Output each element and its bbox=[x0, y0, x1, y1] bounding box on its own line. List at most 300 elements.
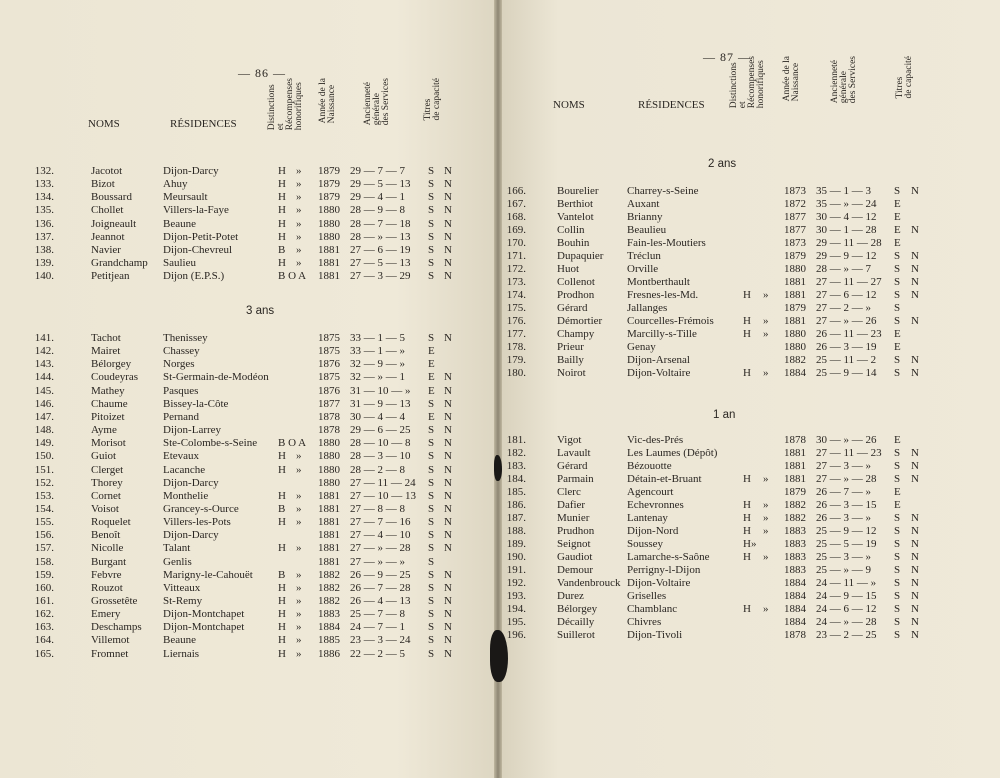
distinction-mark: » bbox=[763, 315, 769, 327]
teacher-name: Thorey bbox=[91, 476, 123, 489]
title-capacity-2: N bbox=[911, 538, 919, 550]
residence: Dijon-Voltaire bbox=[627, 367, 691, 379]
distinction: H bbox=[278, 463, 286, 476]
distinction: H» bbox=[743, 538, 757, 550]
row-number: 151. bbox=[34, 463, 54, 476]
teacher-name: Demour bbox=[557, 564, 594, 576]
row-number: 170. bbox=[506, 237, 526, 249]
teacher-name: Nicolle bbox=[91, 542, 124, 555]
title-capacity-2: N bbox=[444, 384, 452, 397]
row-number: 134. bbox=[34, 191, 54, 204]
birth-year: 1876 bbox=[318, 358, 340, 371]
teacher-name: Munier bbox=[557, 512, 590, 524]
title-capacity-1: S bbox=[428, 516, 435, 529]
table-row bbox=[0, 178, 496, 191]
row-number: 166. bbox=[506, 185, 526, 197]
distinction: H bbox=[278, 191, 286, 204]
birth-year: 1881 bbox=[318, 243, 340, 256]
service-seniority: 26 — 4 — 13 bbox=[350, 595, 411, 607]
title-capacity-1: S bbox=[428, 542, 435, 555]
table-row bbox=[498, 499, 1000, 512]
residence: Lamarche-s-Saône bbox=[627, 551, 710, 563]
table-row bbox=[0, 424, 496, 437]
birth-year: 1880 bbox=[318, 450, 340, 463]
birth-year: 1879 bbox=[784, 250, 806, 262]
teacher-name: Pitoizet bbox=[91, 410, 125, 423]
right-page bbox=[498, 0, 1000, 778]
residence: Chivres bbox=[627, 616, 662, 628]
row-number: 187. bbox=[506, 512, 526, 524]
table-row bbox=[498, 341, 1000, 354]
service-seniority: 27 — 8 — 8 bbox=[350, 502, 405, 515]
teacher-name: Dafier bbox=[557, 499, 586, 511]
title-capacity-2: N bbox=[911, 367, 919, 379]
teacher-name: Bélorgey bbox=[557, 603, 598, 615]
row-number: 141. bbox=[34, 332, 54, 344]
table-row bbox=[498, 367, 1000, 380]
birth-year: 1881 bbox=[318, 257, 340, 270]
row-number: 152. bbox=[34, 476, 54, 489]
residence: Dijon-Larrey bbox=[163, 424, 222, 437]
birth-year: 1881 bbox=[784, 276, 806, 288]
title-capacity-2: N bbox=[444, 621, 452, 634]
distinction: H bbox=[278, 204, 286, 217]
distinction-mark: » bbox=[296, 621, 302, 634]
residence: Vic-des-Prés bbox=[627, 434, 684, 446]
row-number: 196. bbox=[506, 629, 526, 641]
residence: Thenissey bbox=[163, 332, 208, 344]
table-row bbox=[498, 564, 1000, 577]
row-number: 143. bbox=[34, 358, 54, 371]
title-capacity-1: S bbox=[428, 581, 435, 594]
title-capacity-1: E bbox=[428, 384, 435, 397]
title-capacity-1: S bbox=[428, 568, 435, 581]
distinction: H bbox=[278, 621, 286, 634]
residence: Charrey-s-Seine bbox=[627, 185, 699, 197]
table-row bbox=[498, 198, 1000, 211]
title-capacity-2: N bbox=[444, 516, 452, 529]
birth-year: 1881 bbox=[318, 489, 340, 502]
table-row bbox=[498, 224, 1000, 237]
title-capacity-1: S bbox=[894, 603, 901, 615]
distinction: H bbox=[278, 165, 286, 177]
title-capacity-2: N bbox=[911, 289, 919, 301]
table-row bbox=[498, 551, 1000, 564]
teacher-name: Boussard bbox=[91, 191, 132, 204]
service-seniority: 28 — 7 — 18 bbox=[350, 217, 411, 230]
birth-year: 1879 bbox=[318, 165, 340, 177]
table-row bbox=[498, 276, 1000, 289]
title-capacity-2: N bbox=[444, 568, 452, 581]
service-seniority: 26 — 11 — 23 bbox=[816, 328, 882, 340]
teacher-name: Dupaquier bbox=[557, 250, 604, 262]
teacher-name: Benoît bbox=[91, 529, 121, 542]
birth-year: 1879 bbox=[318, 191, 340, 204]
distinction: H bbox=[278, 542, 286, 555]
title-capacity-1: S bbox=[428, 243, 435, 256]
title-capacity-1: S bbox=[428, 204, 435, 217]
service-seniority: 32 — 9 — » bbox=[350, 358, 405, 371]
row-number: 190. bbox=[506, 551, 526, 563]
table-row bbox=[0, 490, 496, 503]
service-seniority: 24 — 7 — 1 bbox=[350, 621, 405, 634]
row-number: 148. bbox=[34, 424, 54, 437]
birth-year: 1881 bbox=[784, 315, 806, 327]
row-number: 146. bbox=[34, 397, 54, 410]
row-number: 145. bbox=[34, 384, 54, 397]
table-row bbox=[0, 477, 496, 490]
title-capacity-1: E bbox=[894, 328, 901, 340]
birth-year: 1880 bbox=[784, 328, 806, 340]
birth-year: 1884 bbox=[784, 367, 806, 379]
title-capacity-1: S bbox=[894, 250, 901, 262]
distinction-mark: » bbox=[763, 603, 769, 615]
service-seniority: 26 — 7 — 28 bbox=[350, 581, 411, 594]
title-capacity-1: S bbox=[428, 217, 435, 230]
distinction: H bbox=[743, 315, 751, 327]
teacher-name: Voisot bbox=[91, 502, 119, 515]
table-row bbox=[0, 556, 496, 569]
column-header-residences: RÉSIDENCES bbox=[170, 118, 237, 130]
title-capacity-1: S bbox=[428, 257, 435, 270]
title-capacity-1: S bbox=[428, 634, 435, 647]
table-row bbox=[498, 616, 1000, 629]
birth-year: 1881 bbox=[318, 542, 340, 555]
table-row bbox=[0, 358, 496, 371]
teacher-name: Collin bbox=[557, 224, 585, 236]
distinction: B O A bbox=[278, 437, 307, 450]
row-number: 160. bbox=[34, 581, 54, 594]
teacher-name: Ayme bbox=[91, 424, 117, 437]
service-seniority: 27 — 11 — 24 bbox=[350, 476, 416, 489]
teacher-name: Guiot bbox=[91, 450, 117, 463]
residence: Dijon-Voltaire bbox=[627, 577, 691, 589]
teacher-name: Bélorgey bbox=[91, 358, 132, 371]
residence: Dijon-Tivoli bbox=[627, 629, 683, 641]
title-capacity-1: S bbox=[428, 437, 435, 450]
teacher-name: Coudeyras bbox=[91, 371, 139, 384]
birth-year: 1881 bbox=[784, 447, 806, 459]
residence: Dijon-Chevreul bbox=[163, 243, 233, 256]
table-row bbox=[0, 332, 496, 345]
distinction: B O A bbox=[278, 270, 307, 283]
row-number: 139. bbox=[34, 257, 54, 270]
row-number: 150. bbox=[34, 450, 54, 463]
title-capacity-1: E bbox=[894, 499, 901, 511]
table-row bbox=[498, 603, 1000, 616]
birth-year: 1877 bbox=[318, 397, 340, 410]
teacher-name: Collenot bbox=[557, 276, 595, 288]
birth-year: 1873 bbox=[784, 185, 806, 197]
title-capacity-2: N bbox=[911, 276, 919, 288]
service-seniority: 25 — 5 — 19 bbox=[816, 538, 877, 550]
residence: Grancey-s-Ource bbox=[163, 502, 239, 515]
title-capacity-1: E bbox=[428, 371, 435, 384]
teacher-name: Grossetête bbox=[91, 595, 138, 607]
residence: Ste-Colombe-s-Seine bbox=[163, 437, 258, 450]
birth-year: 1878 bbox=[784, 434, 806, 446]
title-capacity-2: N bbox=[444, 608, 452, 621]
table-row bbox=[498, 590, 1000, 603]
birth-year: 1883 bbox=[784, 538, 806, 550]
row-number: 185. bbox=[506, 486, 526, 498]
table-row bbox=[498, 460, 1000, 473]
title-capacity-1: S bbox=[894, 616, 901, 628]
table-row bbox=[0, 503, 496, 516]
title-capacity-1: S bbox=[428, 502, 435, 515]
teacher-name: Roquelet bbox=[91, 516, 131, 529]
title-capacity-2: N bbox=[444, 257, 452, 270]
teacher-name: Noirot bbox=[557, 367, 586, 379]
title-capacity-1: E bbox=[894, 237, 901, 249]
distinction-mark: » bbox=[763, 289, 769, 301]
teacher-name: Fromnet bbox=[91, 647, 129, 660]
title-capacity-2: N bbox=[911, 460, 919, 472]
service-seniority: 33 — 1 — » bbox=[350, 345, 405, 358]
service-seniority: 24 — 11 — » bbox=[816, 577, 877, 589]
row-number: 169. bbox=[506, 224, 526, 236]
birth-year: 1881 bbox=[784, 289, 806, 301]
title-capacity-1: S bbox=[428, 608, 435, 621]
birth-year: 1881 bbox=[318, 270, 340, 283]
service-seniority: 30 — » — 26 bbox=[816, 434, 877, 446]
title-capacity-1: S bbox=[894, 289, 901, 301]
title-capacity-2: N bbox=[911, 263, 919, 275]
title-capacity-2: N bbox=[911, 354, 919, 366]
service-seniority: 27 — 3 — 29 bbox=[350, 270, 411, 283]
residence: Liernais bbox=[163, 647, 200, 660]
column-header-anciennete: Ancienneté générale des Services bbox=[830, 56, 858, 104]
title-capacity-1: S bbox=[428, 397, 435, 410]
distinction-mark: » bbox=[296, 608, 302, 621]
residence: Dijon-Montchapet bbox=[163, 621, 245, 634]
birth-year: 1883 bbox=[318, 608, 340, 621]
distinction-mark: » bbox=[296, 450, 302, 463]
title-capacity-1: S bbox=[894, 185, 901, 197]
service-seniority: 27 — » — » bbox=[350, 555, 405, 568]
distinction-mark: » bbox=[763, 512, 769, 524]
birth-year: 1882 bbox=[318, 595, 340, 607]
title-capacity-1: S bbox=[894, 551, 901, 563]
title-capacity-2: N bbox=[911, 577, 919, 589]
residence: Tréclun bbox=[627, 250, 661, 262]
table-row bbox=[498, 354, 1000, 367]
column-header-annee: Année de la Naissance bbox=[782, 56, 801, 102]
title-capacity-1: S bbox=[894, 367, 901, 379]
title-capacity-1: S bbox=[894, 473, 901, 485]
residence: Dijon-Darcy bbox=[163, 165, 219, 177]
residence: Bissey-la-Côte bbox=[163, 397, 229, 410]
column-header-titres: Titres de capacité bbox=[423, 78, 442, 121]
title-capacity-1: S bbox=[428, 647, 435, 660]
row-number: 137. bbox=[34, 230, 54, 243]
teacher-name: Vantelot bbox=[557, 211, 594, 223]
table-row bbox=[498, 302, 1000, 315]
title-capacity-2: N bbox=[444, 581, 452, 594]
table-row bbox=[0, 450, 496, 463]
row-number: 179. bbox=[506, 354, 526, 366]
distinction-mark: » bbox=[296, 191, 302, 204]
service-seniority: 28 — 2 — 8 bbox=[350, 463, 405, 476]
residence: Vitteaux bbox=[163, 581, 201, 594]
distinction-mark: » bbox=[296, 634, 302, 647]
teacher-name: Jacotot bbox=[91, 165, 123, 177]
title-capacity-1: S bbox=[428, 555, 435, 568]
distinction-mark: » bbox=[763, 551, 769, 563]
service-seniority: 23 — 3 — 24 bbox=[350, 634, 411, 647]
title-capacity-2: N bbox=[444, 502, 452, 515]
service-seniority: 27 — 10 — 13 bbox=[350, 489, 416, 502]
birth-year: 1875 bbox=[318, 371, 340, 384]
residence: Chassey bbox=[163, 345, 200, 358]
title-capacity-1: S bbox=[428, 476, 435, 489]
row-number: 193. bbox=[506, 590, 526, 602]
residence: Talant bbox=[163, 542, 191, 555]
birth-year: 1881 bbox=[318, 529, 340, 542]
title-capacity-1: S bbox=[428, 450, 435, 463]
teacher-name: Petitjean bbox=[91, 270, 130, 283]
row-number: 165. bbox=[34, 647, 54, 660]
residence: Fresnes-les-Md. bbox=[627, 289, 699, 301]
distinction-mark: » bbox=[296, 542, 302, 555]
residence: Dijon (E.P.S.) bbox=[163, 270, 225, 283]
row-number: 132. bbox=[34, 165, 54, 177]
row-number: 182. bbox=[506, 447, 526, 459]
birth-year: 1880 bbox=[784, 341, 806, 353]
service-seniority: 26 — 3 — 15 bbox=[816, 499, 877, 511]
birth-year: 1884 bbox=[784, 603, 806, 615]
distinction: H bbox=[278, 516, 286, 529]
service-seniority: 29 — 5 — 13 bbox=[350, 178, 411, 191]
service-seniority: 26 — 9 — 25 bbox=[350, 568, 411, 581]
residence: Saulieu bbox=[163, 257, 196, 270]
title-capacity-1: S bbox=[894, 276, 901, 288]
title-capacity-2: N bbox=[444, 191, 452, 204]
title-capacity-1: S bbox=[894, 460, 901, 472]
distinction: H bbox=[278, 230, 286, 243]
teacher-name: Décailly bbox=[557, 616, 595, 628]
teacher-name: Seignot bbox=[557, 538, 591, 550]
row-number: 178. bbox=[506, 341, 526, 353]
residence: Marigny-le-Cahouët bbox=[163, 568, 253, 581]
teacher-name: Lavault bbox=[557, 447, 591, 459]
teacher-name: Prodhon bbox=[557, 289, 595, 301]
residence: Dijon-Darcy bbox=[163, 529, 219, 542]
distinction: B bbox=[278, 502, 286, 515]
residence: Chamblanc bbox=[627, 603, 678, 615]
teacher-name: Burgant bbox=[91, 555, 127, 568]
teacher-name: Clerget bbox=[91, 463, 124, 476]
service-seniority: 25 — » — 9 bbox=[816, 564, 871, 576]
service-seniority: 29 — 7 — 7 bbox=[350, 165, 405, 177]
residence: Genay bbox=[627, 341, 656, 353]
birth-year: 1880 bbox=[784, 263, 806, 275]
residence: Les Laumes (Dépôt) bbox=[627, 447, 718, 459]
residence: St-Germain-de-Modéon bbox=[163, 371, 269, 384]
table-row bbox=[0, 257, 496, 270]
birth-year: 1884 bbox=[318, 621, 340, 634]
column-header-distinctions: Distinctions et Récompenses honorifiques bbox=[729, 56, 766, 109]
table-row bbox=[0, 648, 496, 661]
distinction-mark: » bbox=[296, 581, 302, 594]
residence: Dijon-Darcy bbox=[163, 476, 219, 489]
service-seniority: 27 — 3 — » bbox=[816, 460, 871, 472]
service-seniority: 27 — 11 — 27 bbox=[816, 276, 882, 288]
section-title: 1 an bbox=[713, 409, 736, 421]
title-capacity-2: N bbox=[911, 224, 919, 236]
service-seniority: 27 — 6 — 12 bbox=[816, 289, 877, 301]
service-seniority: 30 — 4 — 12 bbox=[816, 211, 877, 223]
row-number: 186. bbox=[506, 499, 526, 511]
distinction-mark: » bbox=[296, 178, 302, 191]
service-seniority: 26 — 3 — » bbox=[816, 512, 871, 524]
teacher-name: Gaudiot bbox=[557, 551, 593, 563]
table-row bbox=[0, 165, 496, 178]
title-capacity-1: S bbox=[428, 191, 435, 204]
distinction-mark: » bbox=[296, 257, 302, 270]
teacher-name: Villemot bbox=[91, 634, 130, 647]
residence: Norges bbox=[163, 358, 195, 371]
column-header-distinctions: Distinctions et Récompenses honorifiques bbox=[267, 78, 304, 131]
table-row bbox=[498, 185, 1000, 198]
birth-year: 1875 bbox=[318, 332, 340, 344]
row-number: 136. bbox=[34, 217, 54, 230]
birth-year: 1882 bbox=[784, 512, 806, 524]
title-capacity-2: N bbox=[444, 489, 452, 502]
residence: Beaulieu bbox=[627, 224, 667, 236]
service-seniority: 24 — 6 — 12 bbox=[816, 603, 877, 615]
column-header-titres: Titres de capacité bbox=[895, 56, 914, 99]
distinction: H bbox=[278, 595, 286, 607]
teacher-name: Tachot bbox=[91, 332, 121, 344]
birth-year: 1884 bbox=[784, 616, 806, 628]
birth-year: 1881 bbox=[784, 473, 806, 485]
distinction: H bbox=[278, 489, 286, 502]
teacher-name: Mathey bbox=[91, 384, 125, 397]
residence: Meursault bbox=[163, 191, 208, 204]
page-number: — 87 — bbox=[703, 50, 751, 64]
row-number: 175. bbox=[506, 302, 526, 314]
table-row bbox=[0, 385, 496, 398]
birth-year: 1884 bbox=[784, 590, 806, 602]
residence: Marcilly-s-Tille bbox=[627, 328, 697, 340]
table-row bbox=[498, 525, 1000, 538]
row-number: 133. bbox=[34, 178, 54, 191]
teacher-name: Bizot bbox=[91, 178, 115, 191]
table-row bbox=[0, 411, 496, 424]
row-number: 194. bbox=[506, 603, 526, 615]
birth-year: 1886 bbox=[318, 647, 340, 660]
residence: Echevronnes bbox=[627, 499, 684, 511]
service-seniority: 27 — 4 — 10 bbox=[350, 529, 411, 542]
title-capacity-2: N bbox=[911, 629, 919, 641]
distinction-mark: » bbox=[763, 328, 769, 340]
distinction: H bbox=[278, 608, 286, 621]
row-number: 188. bbox=[506, 525, 526, 537]
column-header-residences: RÉSIDENCES bbox=[638, 99, 705, 111]
section-title: 3 ans bbox=[246, 305, 275, 317]
service-seniority: 24 — » — 28 bbox=[816, 616, 877, 628]
title-capacity-2: N bbox=[444, 178, 452, 191]
row-number: 174. bbox=[506, 289, 526, 301]
residence: Dijon-Montchapet bbox=[163, 608, 245, 621]
title-capacity-1: E bbox=[894, 434, 901, 446]
row-number: 158. bbox=[34, 555, 54, 568]
distinction-mark: » bbox=[763, 499, 769, 511]
distinction: H bbox=[278, 178, 286, 191]
distinction: H bbox=[278, 581, 286, 594]
birth-year: 1883 bbox=[784, 551, 806, 563]
